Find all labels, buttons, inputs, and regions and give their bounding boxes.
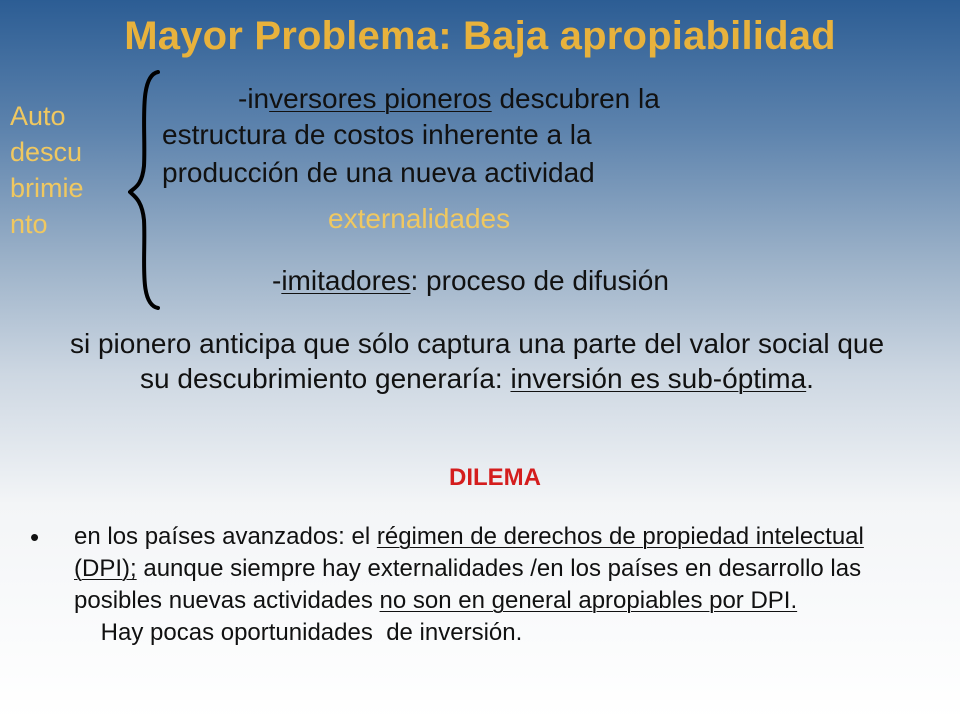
suboptimal-investment: inversión es sub-óptima [510, 363, 807, 394]
side-label-line: descu [10, 137, 83, 167]
pioneers-prefix: -in [238, 83, 270, 114]
bullet-paragraph [74, 521, 874, 649]
side-label-line: brimie [10, 173, 84, 203]
pioneers-line [238, 82, 660, 116]
side-label-line: nto [10, 209, 48, 239]
slide-title: Mayor Problema: Baja apropiabilidad [124, 14, 836, 58]
externalities-label: externalidades [328, 203, 511, 234]
bullet-underlined-2: no son en general apropiables por DPI. [379, 587, 798, 614]
new-activity-line: producción de una nueva actividad [162, 157, 595, 188]
imitators-suffix: : proceso de difusión [410, 265, 669, 296]
bullet-text-1: en los países avanzados: el [74, 523, 377, 550]
cost-structure-line: estructura de costos inherente a la [162, 119, 592, 150]
bullet-icon: • [30, 522, 40, 552]
imitators-underlined: imitadores [281, 265, 411, 296]
bullet-text-3: Hay pocas oportunidades de inversión. [74, 619, 523, 646]
dilema-heading: DILEMA [449, 464, 541, 491]
imitators-line [272, 264, 669, 298]
pioneers-suffix: descubren la [491, 83, 660, 114]
side-label [10, 98, 120, 242]
side-label-line: Auto [10, 101, 66, 131]
pioneer-paragraph-text: si pionero anticipa que sólo captura una parte del valor social que su descubrimiento generaría: [69, 328, 885, 394]
pioneer-paragraph-end: . [806, 363, 814, 394]
pioneers-underlined: versores pioneros [269, 83, 492, 114]
bullet-text-2: aunque siempre hay externalidades /en los países en desarrollo las posibles nuevas actividades [74, 555, 862, 614]
pioneer-paragraph [62, 326, 892, 396]
imitators-prefix: - [272, 265, 282, 296]
bullet-underlined-1: régimen de derechos de propiedad intelectual (DPI); [74, 523, 864, 582]
left-brace-icon [128, 70, 168, 310]
